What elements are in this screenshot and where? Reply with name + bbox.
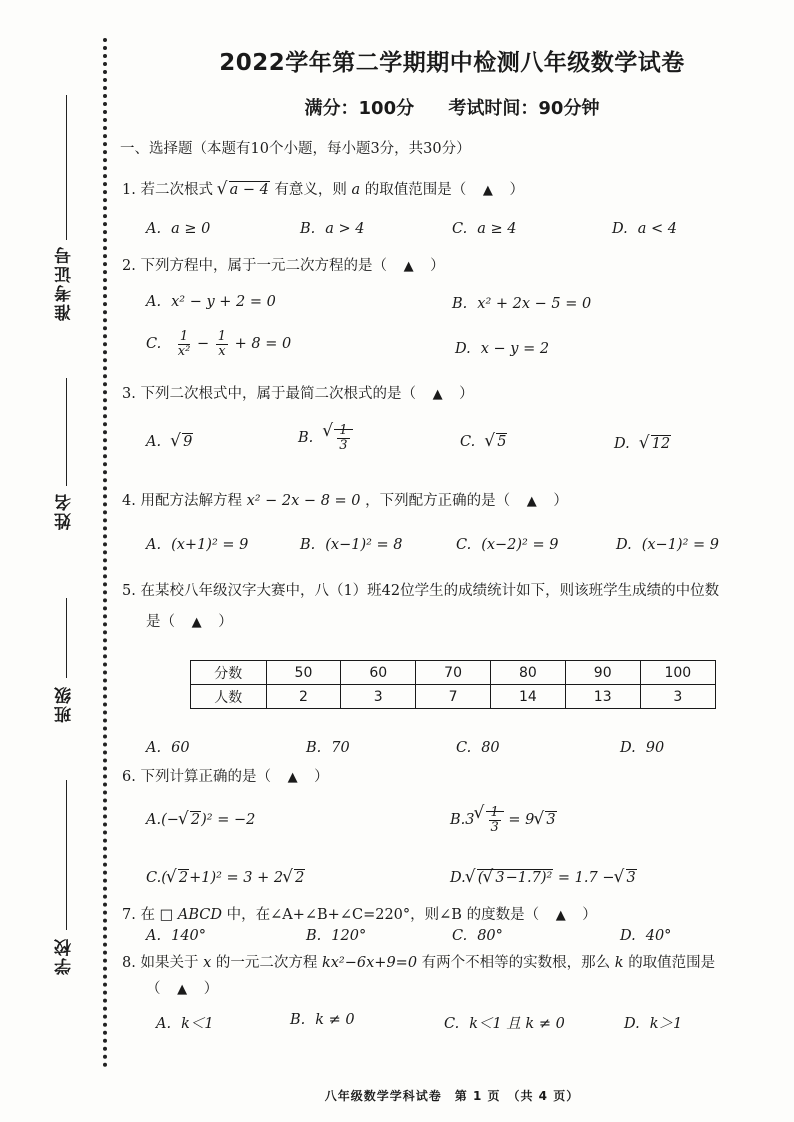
radical [466, 870, 554, 886]
option-expr: = 9 [508, 812, 535, 829]
option-expr: a < 4 [637, 221, 677, 237]
option-letter: A. [146, 740, 162, 756]
question-text: 在 [140, 907, 155, 923]
answer-triangle-icon: ▲ [432, 387, 443, 402]
option-value: 120° [331, 928, 367, 944]
option-expr: ( [477, 870, 484, 886]
q5-option-c[interactable] [456, 740, 500, 756]
paren-close: ） [553, 493, 568, 509]
exam-id-label: 准考证号 [55, 245, 75, 321]
q7-option-d[interactable] [620, 928, 671, 944]
option-letter: C. [460, 434, 476, 450]
answer-triangle-icon: ▲ [191, 615, 202, 630]
option-letter: A. [146, 812, 162, 828]
page-footer: 八年级数学学科试卷 第 1 页 （共 4 页） [324, 1089, 580, 1103]
question-text: 用配方法解方程 [140, 493, 242, 509]
option-letter: B. [300, 221, 316, 237]
question-number: 4. [122, 493, 136, 509]
question-8-line-2 [146, 977, 218, 998]
question-text: 是（ [146, 614, 175, 630]
paren-close: ） [218, 614, 233, 630]
question-text: 有意义，则 [274, 182, 347, 198]
option-letter: D. [614, 436, 630, 452]
variable: k [614, 955, 624, 971]
q5-option-b[interactable] [306, 740, 350, 756]
question-3 [122, 382, 474, 403]
radical [485, 434, 507, 450]
numerator: √ 1 [490, 805, 499, 820]
class-field[interactable] [48, 598, 78, 738]
radical [323, 424, 352, 452]
q8-option-d[interactable] [624, 1012, 682, 1033]
paren-close: ） [509, 182, 525, 198]
fraction [216, 330, 228, 358]
radical [167, 870, 189, 886]
paren-close: ） [430, 258, 445, 274]
q5-option-d[interactable] [620, 740, 664, 756]
table-cell: 90 [565, 661, 640, 685]
option-letter: C. [456, 740, 472, 756]
q2-option-d[interactable] [455, 341, 549, 357]
paren-open: （ [146, 981, 161, 997]
school-underline [66, 780, 67, 930]
option-expr: a > 4 [325, 221, 365, 237]
radicand: 3 [495, 870, 505, 886]
option-expr: k＜1 [181, 1016, 214, 1032]
q3-option-a[interactable] [146, 434, 193, 450]
paren-close: ） [459, 386, 474, 402]
radical [615, 870, 637, 886]
question-4 [122, 489, 568, 510]
option-letter: B. [300, 537, 316, 553]
option-letter: B. [298, 430, 314, 447]
question-5-line-1 [122, 579, 719, 600]
table-header-cell: 人数 [191, 685, 267, 709]
question-text: ，下列配方正确的是（ [365, 493, 511, 509]
question-text: 中，在∠A+∠B+∠C=220°，则∠B 的度数是（ [226, 907, 540, 923]
answer-triangle-icon: ▲ [482, 183, 493, 198]
option-expr: −1.7)² [505, 870, 553, 886]
q4-option-b[interactable] [300, 537, 403, 553]
radicand: 2 [190, 812, 201, 828]
radical [218, 182, 270, 198]
question-number: 7. [122, 907, 136, 923]
name-label: 姓名 [55, 492, 75, 530]
option-letter: B. [290, 1012, 306, 1028]
option-expr: +1)² = 3 + 2 [189, 870, 284, 886]
option-value: 40° [645, 928, 672, 944]
denominator: 3 [339, 437, 348, 453]
answer-triangle-icon: ▲ [177, 982, 188, 997]
question-2 [122, 254, 445, 275]
option-expr: = 1.7 − [557, 870, 615, 886]
question-text: 下列二次根式中，属于最简二次根式的是（ [140, 386, 416, 402]
equation: kx²−6x+9=0 [321, 955, 418, 971]
option-letter: D. [624, 1016, 640, 1032]
radical [283, 870, 305, 886]
q2-option-b[interactable] [452, 296, 591, 312]
option-expr: (x−2)² = 9 [481, 537, 559, 553]
q1-option-d[interactable] [612, 221, 677, 237]
question-8-line-1 [122, 951, 715, 972]
radicand: a − 4 [229, 182, 269, 198]
variable: a [351, 182, 361, 198]
option-expr: k＜1 且 k ≠ 0 [469, 1016, 565, 1032]
question-text: 的取值范围是（ [364, 182, 467, 198]
q8-option-a[interactable] [156, 1012, 214, 1033]
table-cell: 2 [266, 685, 341, 709]
section-heading: 一、选择题（本题有10个小题，每小题3分，共30分） [120, 141, 471, 157]
option-value: 60 [171, 740, 190, 756]
option-letter: C. [146, 870, 162, 886]
parallelogram-icon: □ [159, 907, 174, 923]
option-letter: D. [616, 537, 632, 553]
question-1 [122, 178, 524, 199]
question-number: 3. [122, 386, 136, 402]
option-expr: a ≥ 4 [477, 221, 517, 237]
question-number: 6. [122, 769, 136, 785]
answer-triangle-icon: ▲ [403, 259, 414, 274]
paren-close: ） [582, 907, 597, 923]
question-6 [122, 765, 329, 786]
fraction [489, 806, 501, 834]
option-letter: C. [146, 336, 162, 353]
q7-option-c[interactable] [452, 928, 503, 944]
table-cell: 3 [341, 685, 416, 709]
variable: x [203, 955, 212, 971]
answer-triangle-icon: ▲ [526, 494, 537, 509]
table-cell: 60 [341, 661, 416, 685]
question-number: 5. [122, 583, 136, 599]
option-letter: B. [452, 296, 468, 312]
binding-strip [0, 0, 110, 1122]
option-letter: D. [455, 341, 471, 357]
denominator: 3 [490, 819, 499, 835]
option-letter: D. [620, 740, 636, 756]
exam-title: 2022学年第二学期期中检测八年级数学试卷 [219, 50, 685, 76]
option-letter: B. [450, 812, 466, 829]
full-score: 满分：100分 [304, 98, 415, 119]
numerator: √ 1 [339, 423, 348, 438]
option-letter: C. [444, 1016, 460, 1032]
q7-option-b[interactable] [306, 928, 366, 944]
option-value: 140° [171, 928, 207, 944]
name-field[interactable] [48, 378, 78, 538]
option-expr: (x−1)² = 8 [325, 537, 403, 553]
radicand: 2 [178, 870, 189, 886]
option-expr: )² = −2 [201, 812, 256, 828]
q6-option-a[interactable] [146, 812, 255, 828]
option-value: 80 [481, 740, 500, 756]
option-expr: k ≠ 0 [315, 1012, 355, 1028]
option-expr: x − y = 2 [480, 341, 550, 357]
table-cell: 7 [416, 685, 491, 709]
score-table [190, 660, 716, 709]
school-field[interactable] [48, 780, 78, 980]
q7-option-a[interactable] [146, 928, 206, 944]
option-value: 90 [645, 740, 665, 756]
question-text: 的取值范围是 [628, 955, 716, 971]
option-value: 80° [477, 928, 503, 944]
table-cell: 3 [640, 685, 715, 709]
answer-triangle-icon: ▲ [555, 908, 566, 923]
table-cell: 100 [640, 661, 715, 685]
option-expr: (− [161, 812, 179, 828]
option-expr: + 8 = 0 [234, 336, 292, 353]
minus-sign: − [196, 336, 210, 353]
table-cell: 13 [565, 685, 640, 709]
option-letter: A. [156, 1016, 172, 1032]
question-text: 有两个不相等的实数根，那么 [421, 955, 611, 971]
exam-id-field[interactable] [48, 95, 78, 345]
option-value: 70 [331, 740, 350, 756]
equation: x² − 2x − 8 = 0 [246, 493, 361, 509]
radical [640, 436, 671, 452]
option-letter: B. [306, 928, 322, 944]
option-expr: ( [161, 870, 167, 886]
question-number: 1. [122, 182, 136, 198]
option-letter: C. [456, 537, 472, 553]
denominator: x [218, 343, 226, 359]
table-row [191, 685, 716, 709]
question-7 [122, 903, 597, 924]
option-letter: D. [620, 928, 636, 944]
q4-option-d[interactable] [616, 537, 719, 553]
q1-option-b[interactable] [300, 221, 365, 237]
q3-option-b[interactable] [298, 424, 353, 452]
table-header-cell: 分数 [191, 661, 267, 685]
question-text: 如果关于 [140, 955, 199, 971]
question-text: 若二次根式 [140, 182, 213, 198]
q2-option-c[interactable] [146, 330, 291, 358]
table-cell: 70 [416, 661, 491, 685]
table-row [191, 661, 716, 685]
question-number: 8. [122, 955, 136, 971]
question-number: 2. [122, 258, 136, 274]
option-letter: A. [146, 537, 162, 553]
q4-option-c[interactable] [456, 537, 558, 553]
paren-close: ） [203, 981, 219, 997]
q8-option-c[interactable] [444, 1012, 565, 1033]
option-letter: A. [146, 221, 162, 237]
radical [483, 870, 505, 886]
exam-subtitle [110, 94, 794, 120]
q3-option-d[interactable] [614, 436, 671, 452]
option-expr: (x+1)² = 9 [171, 537, 249, 553]
fraction [178, 330, 191, 358]
question-text: 在某校八年级汉字大赛中，八（1）班42位学生的成绩统计如下，则该班学生成绩的中位数 [140, 583, 720, 599]
q4-option-a[interactable] [146, 537, 248, 553]
table-cell: 14 [490, 685, 565, 709]
paren-close: ） [314, 769, 329, 785]
denominator: x² [177, 343, 191, 359]
fraction [337, 424, 349, 452]
option-letter: A. [146, 928, 162, 944]
question-text: 下列计算正确的是（ [140, 769, 271, 785]
name-underline [66, 378, 67, 486]
radicand: 12 [651, 436, 671, 452]
option-letter: D. [612, 221, 628, 237]
table-cell: 80 [490, 661, 565, 685]
answer-triangle-icon: ▲ [287, 770, 298, 785]
table-cell: 50 [266, 661, 341, 685]
exam-id-underline [66, 95, 67, 240]
q1-option-c[interactable] [452, 221, 516, 237]
option-letter: D. [450, 870, 466, 886]
radical [171, 434, 193, 450]
dotted-cut-line [103, 38, 107, 1068]
option-letter: B. [306, 740, 322, 756]
q6-option-b[interactable] [450, 806, 557, 834]
q1-option-a[interactable] [146, 221, 210, 237]
class-label: 班级 [55, 685, 75, 723]
question-text: 的一元二次方程 [215, 955, 318, 971]
radical [179, 812, 201, 828]
q8-option-b[interactable] [290, 1012, 355, 1028]
option-letter: A. [146, 434, 162, 450]
school-label: 学校 [55, 937, 75, 975]
option-expr: k＞1 [649, 1016, 683, 1032]
option-letter: C. [452, 928, 468, 944]
numerator: 1 [217, 329, 226, 344]
option-letter: A. [146, 294, 162, 310]
radicand: 3 [546, 812, 556, 829]
radicand: 3 [626, 870, 636, 886]
q5-option-a[interactable] [146, 740, 190, 756]
exam-time: 考试时间：90分钟 [448, 98, 600, 119]
radicand: 5 [497, 434, 507, 450]
option-expr: x² + 2x − 5 = 0 [477, 296, 592, 312]
q6-option-c[interactable] [146, 870, 305, 886]
numerator: 1 [179, 329, 189, 344]
q6-option-d[interactable] [450, 870, 637, 886]
option-expr: (x−1)² = 9 [641, 537, 719, 553]
radicand: 9 [183, 434, 193, 450]
option-letter: C. [452, 221, 468, 237]
radicand: 2 [295, 870, 305, 886]
question-text: 下列方程中，属于一元二次方程的是（ [140, 258, 387, 274]
q3-option-c[interactable] [460, 434, 507, 450]
figure-name: ABCD [177, 907, 222, 923]
q2-option-a[interactable] [146, 294, 276, 310]
question-5-line-2 [146, 610, 233, 631]
option-expr: a ≥ 0 [171, 221, 211, 237]
radical [534, 812, 556, 828]
coefficient: 3 [465, 812, 475, 829]
radical [475, 806, 504, 834]
class-underline [66, 598, 67, 678]
option-expr: x² − y + 2 = 0 [171, 294, 276, 310]
